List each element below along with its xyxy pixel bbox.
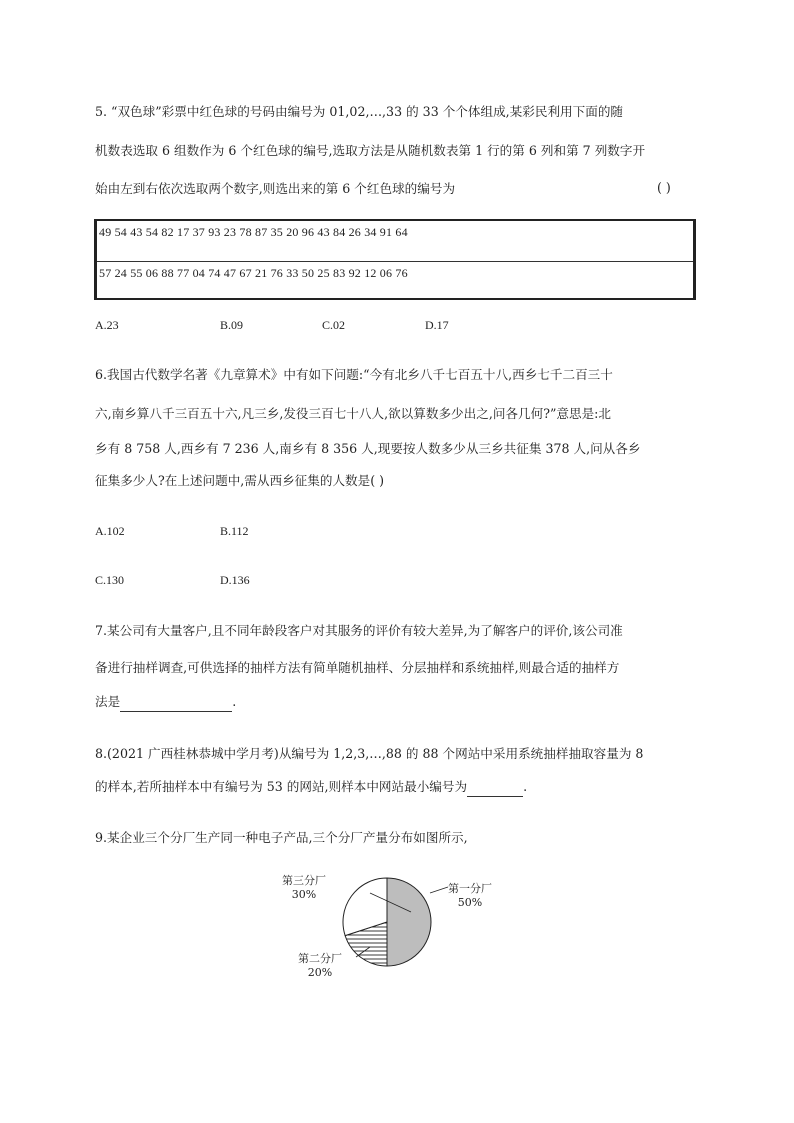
q8-answer-blank[interactable] <box>467 778 523 797</box>
pie-label-third-value: 30% <box>291 888 317 901</box>
q5-line-2: 机数表选取 6 组数作为 6 个红色球的编号,选取方法是从随机数表第 1 行的第 6 列和第 7 列数字开 <box>95 143 646 158</box>
pie-label-first-name: 第一分厂 <box>448 882 492 895</box>
q7-line-2: 备进行抽样调查,可供选择的抽样方法有简单随机抽样、分层抽样和系统抽样,则最合适的抽样方 <box>95 660 620 675</box>
q5-line-1: 5. “双色球”彩票中红色球的号码由编号为 01,02,…,33 的 33 个个体组成,某彩民利用下面的随 <box>95 104 624 119</box>
q8-line-1: 8.(2021 广西桂林恭城中学月考)从编号为 1,2,3,…,88 的 88 个网站中采用系统抽样抽取容量为 8 <box>95 746 644 761</box>
random-number-row-1: 49 54 43 54 82 17 37 93 23 78 87 35 20 96 43 84 26 34 91 64 <box>99 225 408 239</box>
q5-line-3: 始由左到右依次选取两个数字,则选出来的第 6 个红色球的编号为 <box>95 181 456 196</box>
random-number-row-2: 57 24 55 06 88 77 04 74 47 67 21 76 33 50 25 83 92 12 06 76 <box>99 266 408 280</box>
pie-label-first-value: 50% <box>457 896 483 909</box>
table-divider <box>97 261 693 262</box>
pie-label-third-name: 第三分厂 <box>282 874 326 887</box>
q8-line-2 <box>95 778 527 797</box>
q5-option-b: B.09 <box>220 318 244 332</box>
q7-line-3-text: 法是 <box>95 694 121 709</box>
q8-tail: . <box>523 779 528 794</box>
q5-option-a: A.23 <box>95 318 119 332</box>
q6-line-4: 征集多少人?在上述问题中,需从西乡征集的人数是( ) <box>95 473 385 488</box>
q7-tail: . <box>232 694 237 709</box>
q7-line-3 <box>95 693 236 712</box>
pie-slice-first <box>387 878 431 966</box>
pie-label-second-value: 20% <box>307 966 333 979</box>
pie-label-third <box>282 874 326 902</box>
q7-answer-blank[interactable] <box>120 693 232 712</box>
pie-chart <box>280 865 540 990</box>
q8-line-2-text: 的样本,若所抽样本中有编号为 53 的网站,则样本中网站最小编号为 <box>95 779 468 794</box>
q6-line-2: 六,南乡算八千三百五十六,凡三乡,发役三百七十八人,欲以算数多少出之,问各几何?”意思是:北 <box>95 406 612 421</box>
random-number-table <box>94 219 696 300</box>
q5-option-c: C.02 <box>322 318 346 332</box>
pie-label-first <box>448 882 492 910</box>
q6-option-b: B.112 <box>220 524 249 538</box>
q6-line-1: 6.我国古代数学名著《九章算术》中有如下问题:“今有北乡八千七百五十八,西乡七千二百三十 <box>95 367 613 382</box>
leader-line-third <box>430 887 448 893</box>
q5-option-d: D.17 <box>425 318 449 332</box>
q6-option-a: A.102 <box>95 524 125 538</box>
q5-answer-paren: ( ) <box>657 180 671 195</box>
q6-line-3: 乡有 8 758 人,西乡有 7 236 人,南乡有 8 356 人,现要按人数多少从三乡共征集 378 人,问从各乡 <box>95 441 641 456</box>
pie-label-second-name: 第二分厂 <box>298 952 342 965</box>
pie-label-second <box>298 952 342 980</box>
q9-line-1: 9.某企业三个分厂生产同一种电子产品,三个分厂产量分布如图所示, <box>95 830 468 845</box>
q6-option-d: D.136 <box>220 573 250 587</box>
q6-option-c: C.130 <box>95 573 125 587</box>
q7-line-1: 7.某公司有大量客户,且不同年龄段客户对其服务的评价有较大差异,为了解客户的评价,该公司准 <box>95 623 623 638</box>
